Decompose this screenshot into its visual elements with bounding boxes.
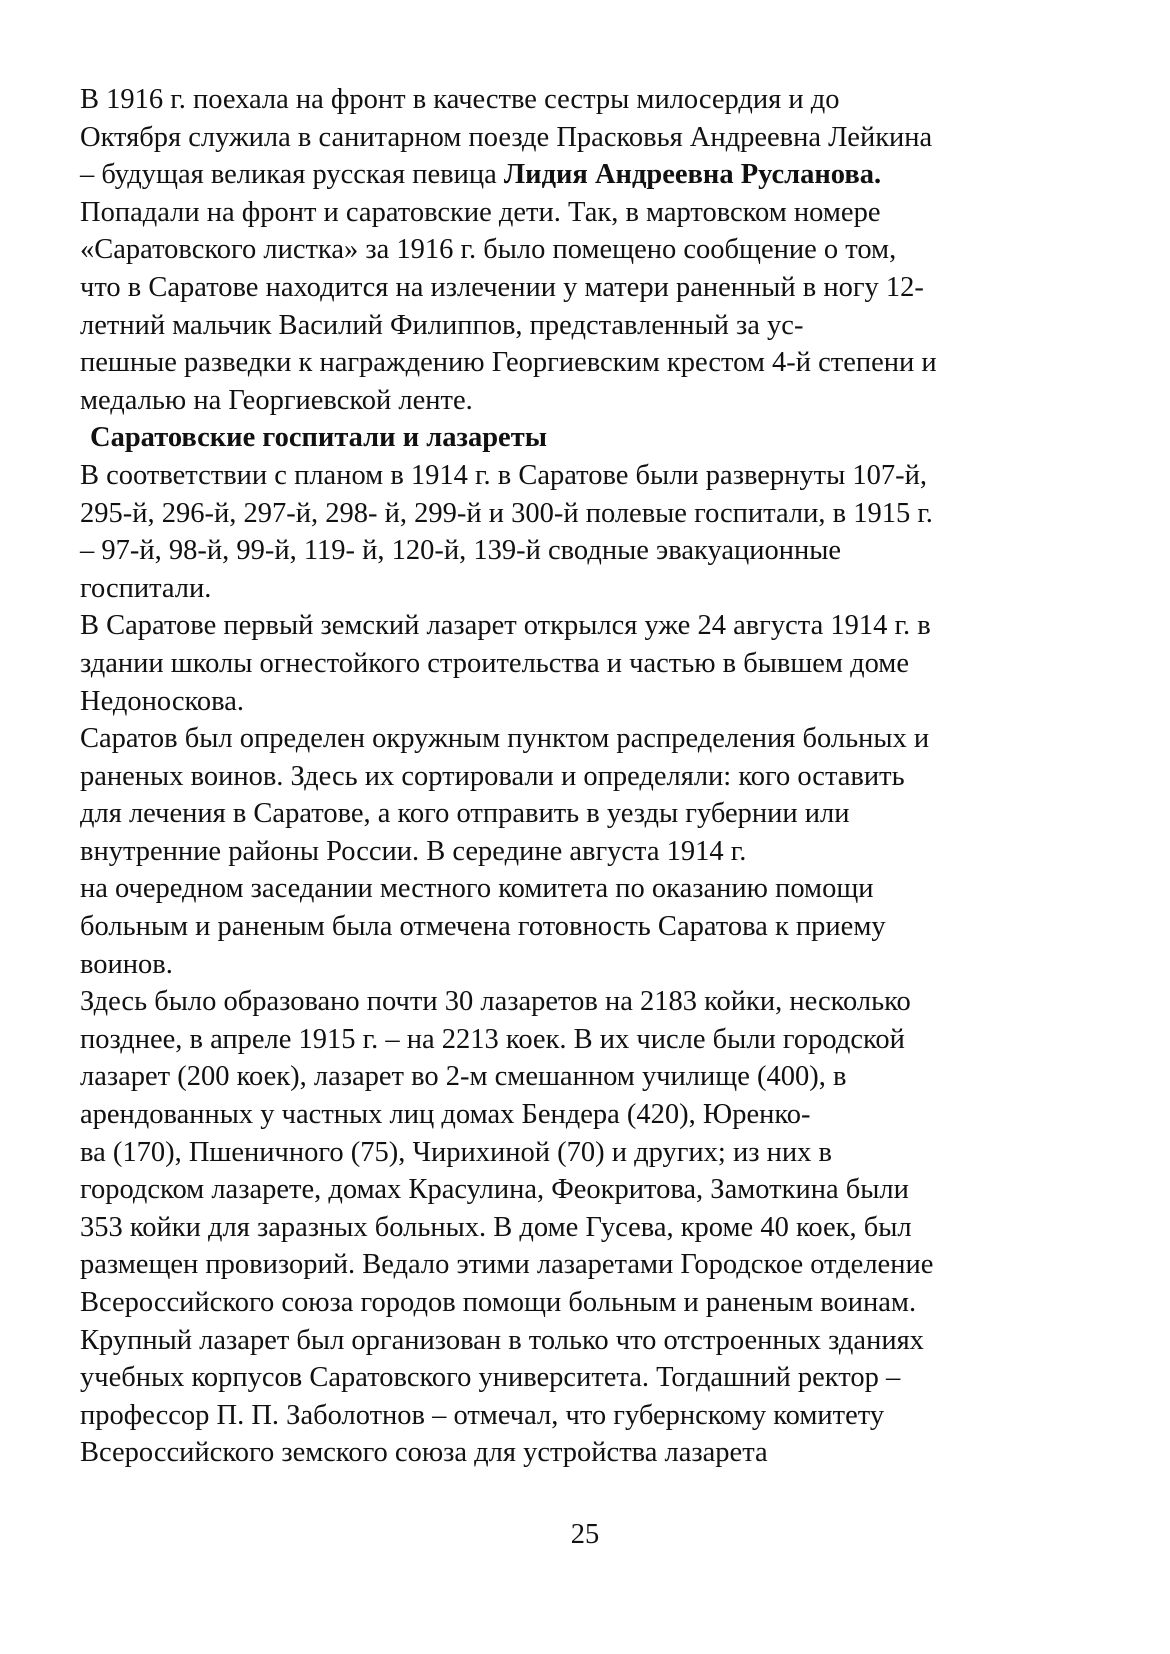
- text-line: внутренние районы России. В середине августа 1914 г.: [80, 835, 747, 867]
- text-line: раненых воинов. Здесь их сортировали и определяли: кого оставить: [80, 760, 905, 792]
- text-line: для лечения в Саратове, а кого отправить в уезды губернии или: [80, 798, 850, 830]
- text-line: 295-й, 296-й, 297-й, 298- й, 299-й и 300-й полевые госпитали, в 1915 г.: [80, 497, 933, 529]
- text-line: [80, 156, 1110, 194]
- text-line: позднее, в апреле 1915 г. – на 2213 коек. В их числе были городской: [80, 1023, 905, 1055]
- section-heading: Саратовские госпитали и лазареты: [90, 422, 547, 454]
- page-number: 25: [570, 1519, 600, 1550]
- text-line: на очередном заседании местного комитета по оказанию помощи: [80, 873, 874, 905]
- text-line: Октября служила в санитарном поезде Прасковья Андреевна Лейкина: [80, 121, 933, 153]
- text-line: летний мальчик Василий Филиппов, представленный за ус-: [80, 309, 804, 341]
- text-line: городском лазарете, домах Красулина, Феокритова, Замоткина были: [80, 1174, 909, 1206]
- text-line: Здесь было образовано почти 30 лазаретов на 2183 койки, несколько: [80, 986, 911, 1018]
- text-line: здании школы огнестойкого строительства и частью в бывшем доме: [80, 647, 909, 679]
- text-line: что в Саратове находится на излечении у матери раненный в ногу 12-: [80, 271, 924, 303]
- text-line: пешные разведки к награждению Георгиевским крестом 4-й степени и: [80, 347, 937, 379]
- text-line-start: – будущая великая русская певица: [80, 159, 504, 191]
- text-line: Саратов был определен окружным пунктом распределения больных и: [80, 723, 930, 755]
- text-line: 353 койки для заразных больных. В доме Гусева, кроме 40 коек, был: [80, 1211, 912, 1243]
- text-line: лазарет (200 коек), лазарет во 2-м смешанном училище (400), в: [80, 1061, 847, 1093]
- bold-name: Лидия Андреевна Русланова.: [503, 159, 882, 191]
- text-line: В Саратове первый земский лазарет открылся уже 24 августа 1914 г. в: [80, 610, 931, 642]
- text-line: медалью на Георгиевской ленте.: [80, 384, 473, 416]
- text-line: «Саратовского листка» за 1916 г. было помещено сообщение о том,: [80, 234, 897, 266]
- text-line: учебных корпусов Саратовского университета. Тогдашний ректор –: [80, 1362, 901, 1394]
- text-line: Крупный лазарет был организован в только что отстроенных зданиях: [80, 1324, 924, 1356]
- text-line: Всероссийского земского союза для устройства лазарета: [80, 1437, 768, 1469]
- text-line: – 97-й, 98-й, 99-й, 119- й, 120-й, 139-й сводные эвакуационные: [80, 535, 842, 567]
- text-line: воинов.: [80, 948, 173, 980]
- text-line: арендованных у частных лиц домах Бендера (420), Юренко-: [80, 1099, 811, 1131]
- text-line: профессор П. П. Заболотнов – отмечал, что губернскому комитету: [80, 1399, 885, 1431]
- text-line: больным и раненым была отмечена готовность Саратова к приему: [80, 911, 886, 943]
- text-line: размещен провизорий. Ведало этими лазаретами Городское отделение: [80, 1249, 934, 1281]
- text-line: В соответствии с планом в 1914 г. в Саратове были развернуты 107-й,: [80, 459, 927, 491]
- text-line: Попадали на фронт и саратовские дети. Так, в мартовском номере: [80, 196, 881, 228]
- text-line: Всероссийского союза городов помощи больным и раненым воинам.: [80, 1287, 917, 1318]
- text-line: госпитали.: [80, 572, 212, 604]
- text-line: ва (170), Пшеничного (75), Чирихиной (70) и других; из них в: [80, 1136, 832, 1168]
- document-body: [80, 81, 1110, 1472]
- text-line: В 1916 г. поехала на фронт в качестве сестры милосердия и до: [80, 84, 840, 115]
- text-line: Недоноскова.: [80, 685, 244, 717]
